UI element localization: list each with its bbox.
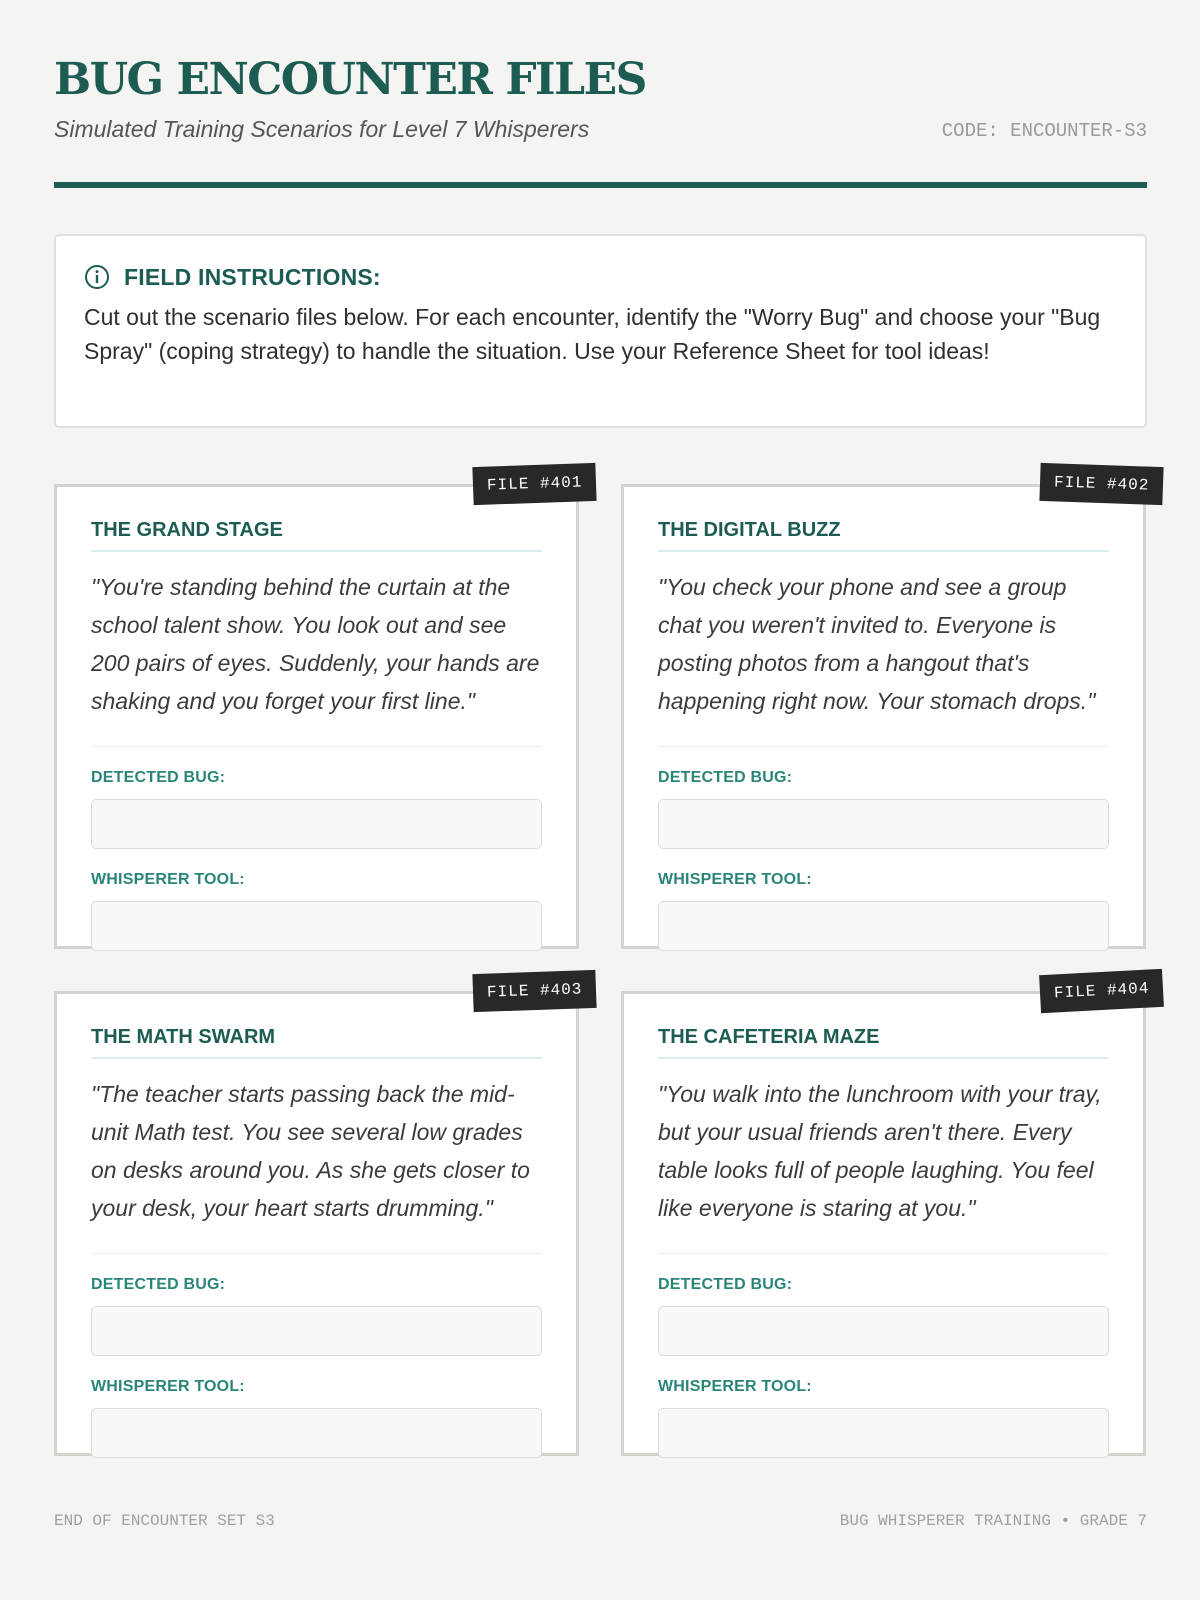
instructions-heading [84, 262, 1117, 292]
whisperer-tool-label: WHISPERER TOOL: [91, 1378, 245, 1395]
detected-bug-field[interactable] [658, 799, 1109, 849]
scenario-card-404 [621, 979, 1150, 1456]
scenario-text: "The teacher starts passing back the mid-unit Math test. You see several low grades on desks around you. As she gets closer to your desk, your heart starts drumming." [91, 1075, 542, 1254]
scenario-title: THE GRAND STAGE [91, 519, 542, 552]
scenario-card-401 [54, 473, 583, 949]
detected-bug-field[interactable] [91, 1306, 542, 1356]
page-subtitle: Simulated Training Scenarios for Level 7 Whisperers [54, 116, 590, 142]
scenario-title: THE CAFETERIA MAZE [658, 1026, 1109, 1059]
whisperer-tool-field[interactable] [91, 901, 542, 951]
scenario-text: "You walk into the lunchroom with your tray, but your usual friends aren't there. Every table looks full of people laughing. You feel like everyone is staring at you." [658, 1075, 1109, 1254]
whisperer-tool-label: WHISPERER TOOL: [91, 871, 245, 888]
detected-bug-label: DETECTED BUG: [91, 1276, 226, 1293]
file-tag: FILE #404 [1039, 969, 1164, 1013]
instructions-title: FIELD INSTRUCTIONS: [124, 263, 381, 290]
detected-bug-label: DETECTED BUG: [658, 1276, 793, 1293]
info-icon [84, 264, 110, 290]
page-title: BUG ENCOUNTER FILES [54, 54, 646, 105]
footer-course-label: BUG WHISPERER TRAINING • GRADE 7 [839, 1512, 1147, 1530]
file-tag: FILE #401 [472, 463, 597, 505]
scenario-card-402 [621, 473, 1150, 949]
scenario-text: "You're standing behind the curtain at the school talent show. You look out and see 200 pairs of eyes. Suddenly, your hands are shaking and you forget your first line." [91, 568, 542, 747]
scenario-text: "You check your phone and see a group chat you weren't invited to. Everyone is posting photos from a hangout that's happening right now. Your stomach drops." [658, 568, 1109, 747]
whisperer-tool-field[interactable] [658, 901, 1109, 951]
whisperer-tool-label: WHISPERER TOOL: [658, 871, 812, 888]
set-code: CODE: ENCOUNTER-S3 [941, 120, 1147, 142]
scenario-title: THE MATH SWARM [91, 1026, 542, 1059]
whisperer-tool-label: WHISPERER TOOL: [658, 1378, 812, 1395]
page-header [54, 54, 1147, 188]
whisperer-tool-field[interactable] [91, 1408, 542, 1458]
file-tag: FILE #403 [472, 970, 597, 1012]
whisperer-tool-field[interactable] [658, 1408, 1109, 1458]
instructions-text: Cut out the scenario files below. For each encounter, identify the "Worry Bug" and choose your "Bug Spray" (coping strategy) to handle the situation. Use your Reference Sheet for tool ideas! [84, 304, 1101, 364]
detected-bug-field[interactable] [658, 1306, 1109, 1356]
detected-bug-field[interactable] [91, 799, 542, 849]
detected-bug-label: DETECTED BUG: [658, 769, 793, 786]
field-instructions-panel [54, 234, 1147, 428]
file-tag: FILE #402 [1039, 463, 1164, 505]
scenario-title: THE DIGITAL BUZZ [658, 519, 1109, 552]
scenario-card-403 [54, 980, 583, 1456]
footer-set-label: END OF ENCOUNTER SET S3 [54, 1512, 275, 1530]
detected-bug-label: DETECTED BUG: [91, 769, 226, 786]
